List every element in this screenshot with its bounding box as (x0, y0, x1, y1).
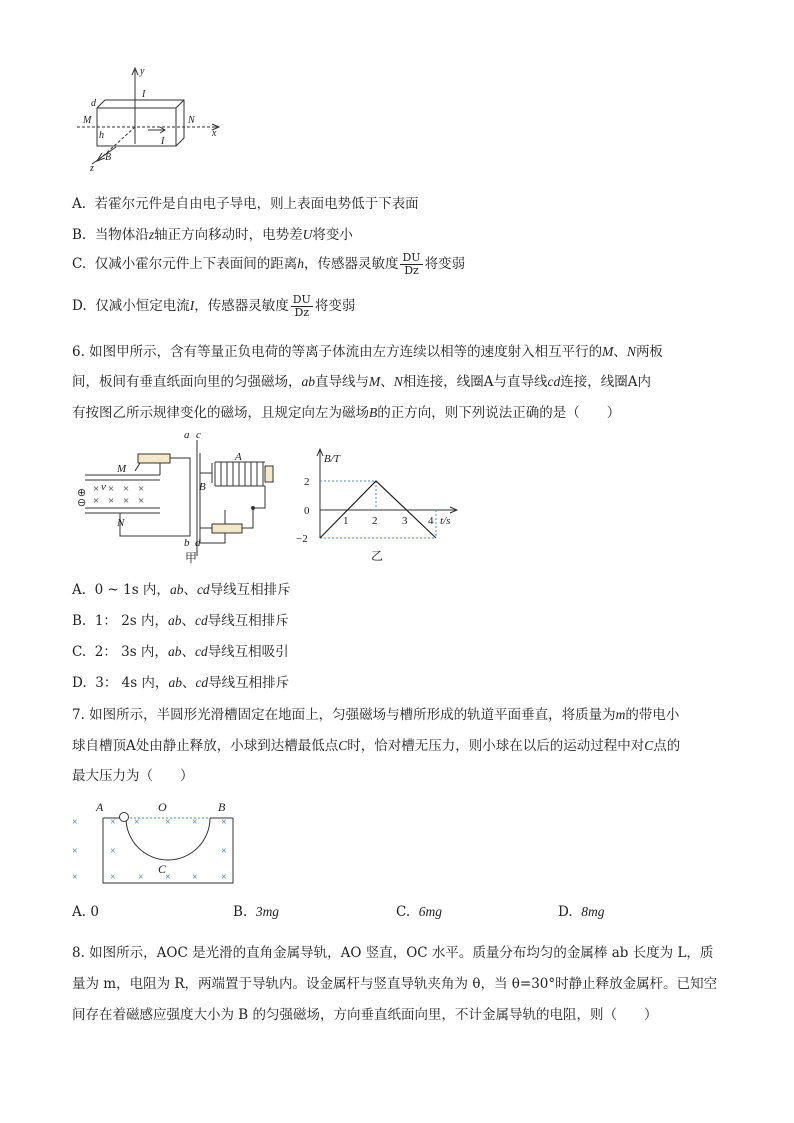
y-axis-label: B/T (324, 453, 340, 465)
q6-stem-line-1: 6. 如图甲所示，含有等量正负电荷的等离子体流由左方连续以相等的速度射入相互平行的M、N两板 (72, 344, 663, 360)
q6-option-b: B. 1： 2s 内，ab、cd导线互相排斥 (72, 613, 289, 629)
figure-jia (75, 428, 275, 568)
q7-option-a: A. 0 (72, 904, 99, 920)
semicircle-groove-figure (68, 796, 243, 888)
field-x: × (93, 495, 100, 507)
label-v: v (101, 481, 106, 493)
sensitivity-fraction: $\frac{DU}{Dz}$ (402, 251, 421, 277)
label-B: B (199, 481, 206, 493)
q6-stem-line-2: 间，板间有垂直纸面向里的匀强磁场，ab直导线与M、N相连接，线圈A与直导线cd连接，线圈A内 (72, 374, 652, 390)
q7-stem-line-2: 球自槽顶A处由静止释放，小球到达槽最低点C时，恰对槽无压力，则小球在以后的运动过程中对C点的 (72, 738, 681, 754)
field-x: × (110, 872, 116, 883)
q6-stem-line-3: 有按图乙所示规律变化的磁场，且规定向左为磁场B的正方向，则下列说法正确的是（ ） (72, 405, 621, 421)
label-O: O (158, 800, 167, 814)
ball (120, 813, 129, 822)
y-tick-0: 0 (304, 505, 310, 517)
minus-ion: ⊖ (77, 497, 87, 509)
field-x: × (192, 872, 198, 883)
caption-jia: 甲 (185, 551, 198, 565)
x-tick-1: 1 (343, 515, 349, 527)
sensitivity-fraction: $\frac{DU}{Dz}$ (292, 293, 311, 319)
field-x: × (72, 817, 78, 828)
y-tick-2: 2 (304, 476, 310, 488)
label-B: B (105, 152, 112, 163)
q8-stem-line-1: 8. 如图所示，AOC 是光滑的直角金属导轨，AO 竖直，OC 水平。质量分布均匀的金属棒 ab 长度为 L，质 (72, 945, 714, 961)
hall-element-figure (72, 64, 232, 174)
field-x: × (138, 483, 145, 495)
field-x: × (72, 846, 78, 857)
field-x: × (108, 495, 115, 507)
x-tick-3: 3 (402, 515, 408, 527)
field-x: × (134, 817, 140, 828)
label-d: d (195, 537, 201, 549)
x-tick-4: 4 (428, 515, 434, 527)
q5-option-c: C. 仅减小霍尔元件上下表面间的距离h，传感器灵敏度 $\frac{DU}{Dz}$ 将变弱 (72, 251, 466, 277)
field-x: × (123, 483, 130, 495)
label-A: A (235, 451, 242, 463)
label-C: C (158, 862, 167, 876)
x-tick-2: 2 (372, 515, 378, 527)
field-x: × (72, 872, 78, 883)
q7-option-b: B. 3mg (233, 904, 280, 920)
field-x: × (192, 817, 198, 828)
field-x: × (123, 495, 130, 507)
q5-option-d: D. 仅减小恒定电流I，传感器灵敏度 $\frac{DU}{Dz}$ 将变弱 (72, 293, 356, 319)
field-x: × (221, 846, 227, 857)
x-axis-label: t/s (440, 515, 451, 527)
label-B: B (218, 800, 226, 814)
q7-option-d: D. 8mg (558, 904, 605, 920)
label-I-arrow: I (161, 136, 165, 147)
field-x: × (221, 817, 227, 828)
field-x: × (165, 817, 171, 828)
label-d: d (91, 98, 96, 109)
q6-option-a: A. 0 ~ 1s 内，ab、cd导线互相排斥 (72, 582, 291, 598)
label-M: M (117, 463, 127, 475)
q7-option-c: C. 6mg (396, 904, 442, 920)
field-x: × (110, 817, 116, 828)
field-x: × (221, 872, 227, 883)
label-A: A (96, 800, 104, 814)
q6-option-c: C. 2： 3s 内，ab、cd导线互相吸引 (72, 644, 289, 660)
label-a: a (184, 429, 190, 441)
label-b: b (184, 537, 190, 549)
q8-stem-line-2: 量为 m，电阻为 R，两端置于导轨内。设金属杆与竖直导轨夹角为 θ，当 θ=30°时静止释放金属杆。已知空 (72, 976, 718, 992)
label-x: x (212, 128, 217, 139)
y-tick-neg2: −2 (296, 533, 308, 545)
q7-stem-line-3: 最大压力为（ ） (72, 768, 194, 784)
label-c: c (196, 429, 201, 441)
field-x: × (138, 872, 144, 883)
q5-option-a: A. 若霍尔元件是自由电子导电，则上表面电势低于下表面 (72, 196, 419, 212)
q6-option-d: D. 3： 4s 内，ab、cd导线互相排斥 (72, 675, 290, 691)
q7-stem-line-1: 7. 如图所示，半圆形光滑槽固定在地面上，匀强磁场与槽所形成的轨道平面垂直，将质量为m的带电小 (72, 707, 680, 723)
caption-yi: 乙 (371, 549, 384, 563)
field-x: × (165, 872, 171, 883)
label-N: N (117, 517, 125, 529)
plus-ion: ⊕ (77, 487, 87, 499)
label-h: h (99, 130, 104, 141)
q5-option-b: B. 当物体沿z轴正方向移动时，电势差U将变小 (72, 227, 353, 243)
q8-stem-line-3: 间存在着磁感应强度大小为 B 的匀强磁场，方向垂直纸面向里，不计金属导轨的电阻，则（ ） (72, 1007, 658, 1023)
label-N: N (188, 115, 195, 126)
field-x: × (110, 846, 116, 857)
label-I-top: I (142, 89, 146, 100)
field-x: × (108, 483, 115, 495)
field-x: × (138, 495, 145, 507)
label-M: M (83, 115, 92, 126)
label-z: z (90, 163, 94, 174)
figure-yi-graph (288, 446, 468, 564)
label-y: y (140, 66, 145, 77)
field-x: × (93, 483, 100, 495)
